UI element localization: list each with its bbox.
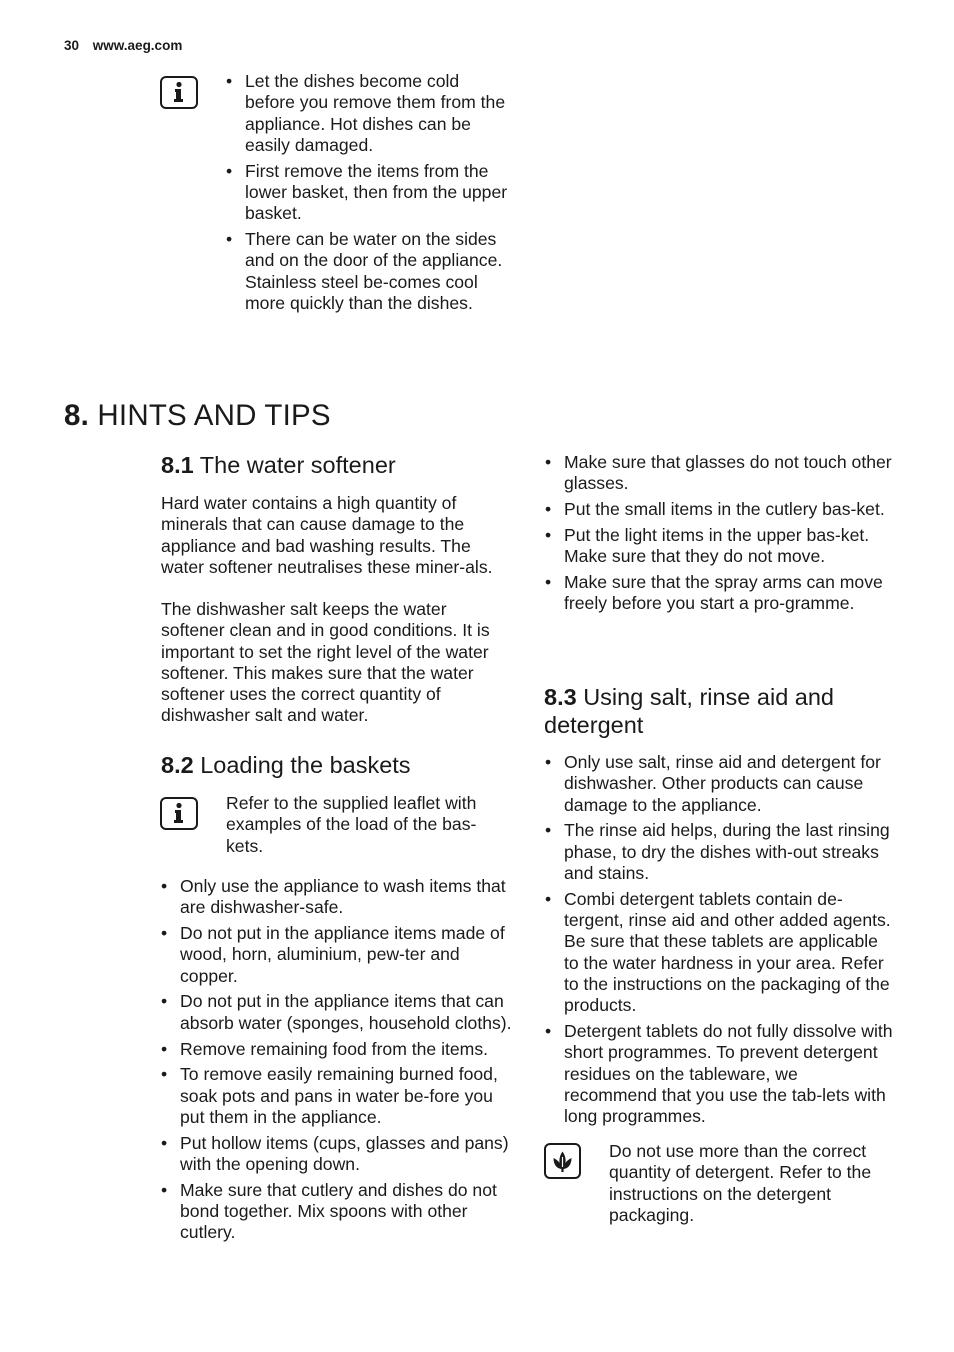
- info-icon: [160, 76, 198, 109]
- list-item: • Only use salt, rinse aid and detergent for dishwasher. Other products can cause damage to the appliance.: [545, 752, 895, 816]
- list-item: • Only use the appliance to wash items that are dishwasher-safe.: [161, 876, 513, 919]
- chapter-number: 8.: [64, 399, 90, 432]
- list-item: • Put the small items in the cutlery bas-ket.: [545, 499, 895, 520]
- list-item: • There can be water on the sides and on the door of the appliance. Stainless steel be-comes cool more quickly than the dishes.: [226, 229, 511, 314]
- page-number: 30: [64, 38, 80, 53]
- info-icon: [160, 797, 198, 830]
- right-column-list: [545, 452, 895, 619]
- list-item: • Do not put in the appliance items that can absorb water (sponges, household cloths).: [161, 991, 513, 1034]
- list-item: • Combi detergent tablets contain de-tergent, rinse aid and other added agents. Be sure that these tablets are applicable to the water hardness in your area. Refer to the instructions on the packaging of the products.: [545, 889, 895, 1017]
- chapter-title: [64, 398, 331, 434]
- list-item: • Put the light items in the upper bas-ket. Make sure that they do not move.: [545, 525, 895, 568]
- section-8-1-paragraph-2: The dishwasher salt keeps the water softener clean and in good conditions. It is important to set the right level of the water softener. This makes sure that the water softener uses the correct quantity of dishwasher salt and water.: [161, 599, 490, 726]
- website-link[interactable]: www.aeg.com: [92, 38, 183, 53]
- top-info-list: [226, 71, 511, 319]
- list-item: • First remove the items from the lower basket, then from the upper basket.: [226, 161, 511, 225]
- list-item: • Do not put in the appliance items made of wood, horn, aluminium, pew-ter and copper.: [161, 923, 513, 987]
- list-item: • Detergent tablets do not fully dissolve with short programmes. To prevent detergent residues on the tableware, we recommend that you use the tab-lets with long programmes.: [545, 1021, 895, 1127]
- section-8-3-title: 8.3 Using salt, rinse aid and detergent: [544, 684, 835, 738]
- list-item: • Make sure that the spray arms can move freely before you start a pro-gramme.: [545, 572, 895, 615]
- list-item: • Put hollow items (cups, glasses and pans) with the opening down.: [161, 1133, 513, 1176]
- list-item: • Remove remaining food from the items.: [161, 1039, 513, 1060]
- section-8-2-list: [161, 876, 513, 1248]
- list-item: • Make sure that glasses do not touch other glasses.: [545, 452, 895, 495]
- section-8-2-info-note: Refer to the supplied leaflet with examples of the load of the bas-kets.: [226, 793, 477, 856]
- section-8-2-title: 8.2 Loading the baskets: [161, 752, 411, 778]
- list-item: • Let the dishes become cold before you remove them from the appliance. Hot dishes can be easily damaged.: [226, 71, 511, 156]
- page-header: [64, 38, 182, 53]
- environment-icon: [544, 1143, 581, 1179]
- section-8-1-title: 8.1 The water softener: [161, 452, 396, 478]
- list-item: • Make sure that cutlery and dishes do not bond together. Mix spoons with other cutlery.: [161, 1180, 513, 1244]
- section-8-3-eco-note: Do not use more than the correct quantity of detergent. Refer to the instructions on the detergent packaging.: [609, 1141, 872, 1225]
- section-8-1-paragraph-1: Hard water contains a high quantity of minerals that can cause damage to the appliance and bad washing results. The water softener neutralises these miner-als.: [161, 493, 493, 577]
- chapter-title-text: HINTS AND TIPS: [97, 399, 331, 432]
- section-8-3-list: [545, 752, 895, 1132]
- list-item: • To remove easily remaining burned food, soak pots and pans in water be-fore you put them in the appliance.: [161, 1064, 513, 1128]
- list-item: • The rinse aid helps, during the last rinsing phase, to dry the dishes with-out streaks and stains.: [545, 820, 895, 884]
